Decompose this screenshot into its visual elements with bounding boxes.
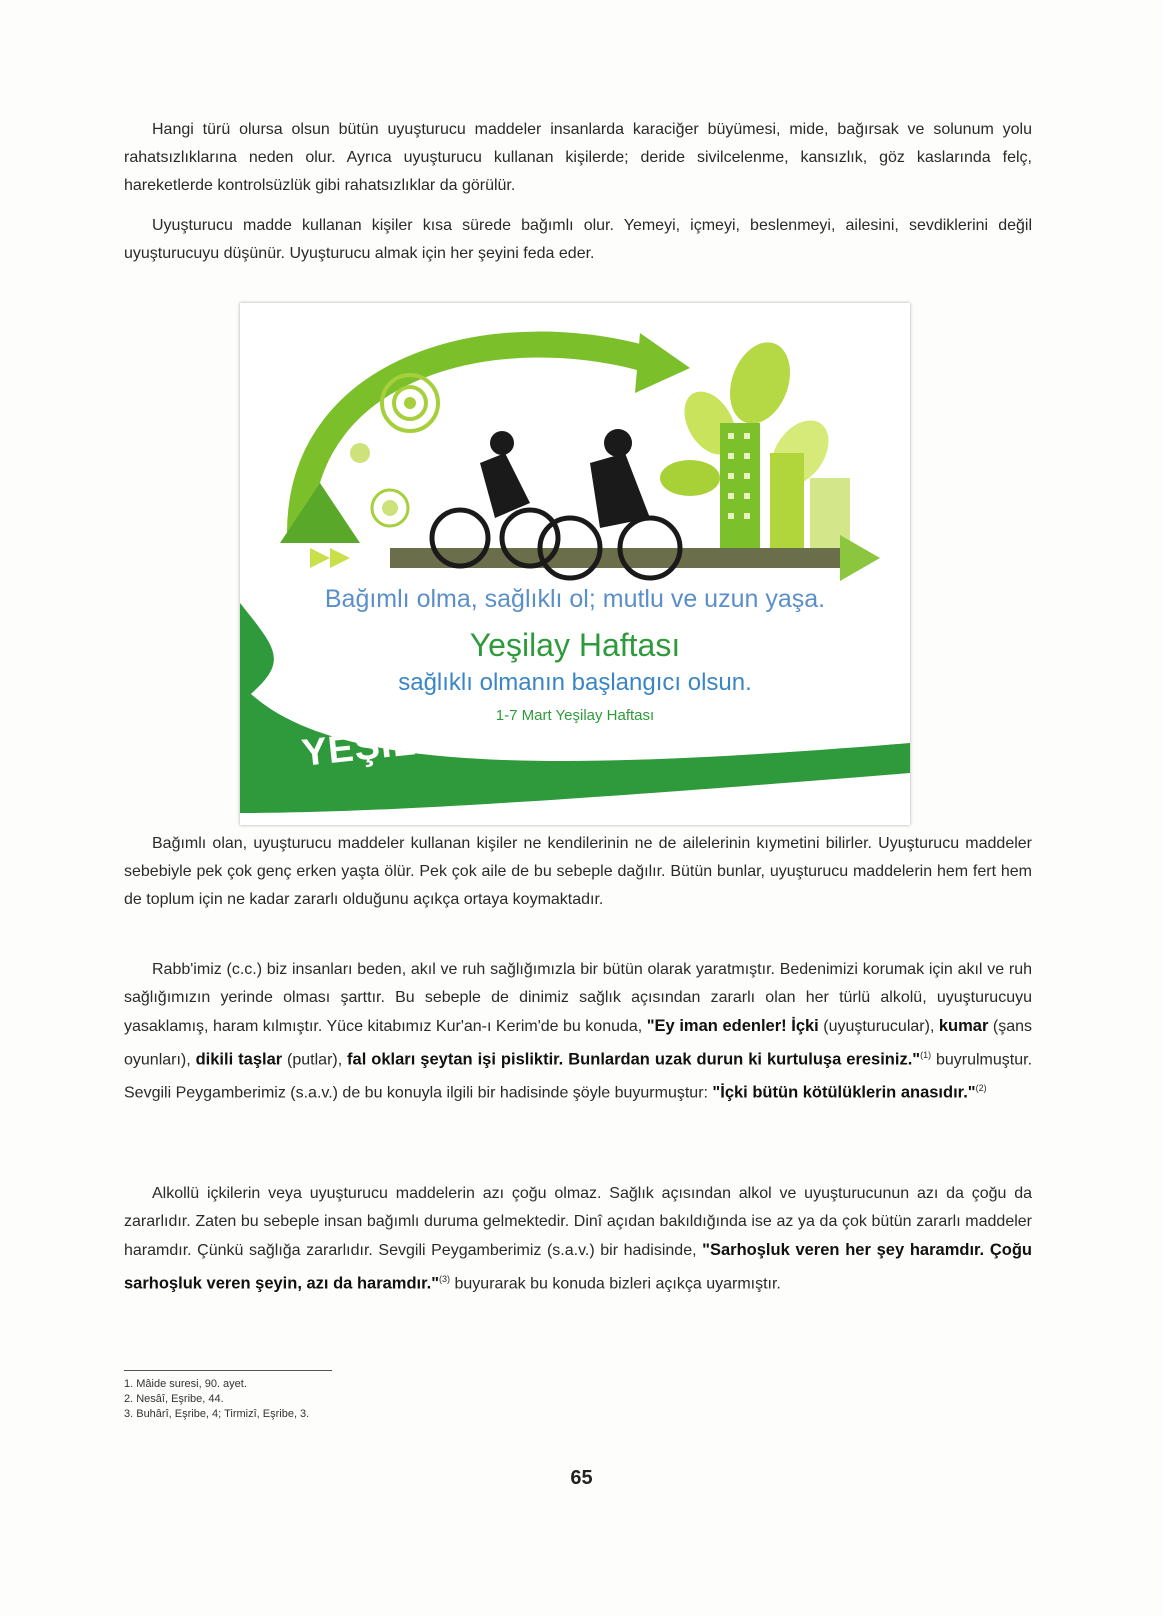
paragraph-hadith [124,1180,1032,1298]
p4-bold-3: dikili taşlar [195,1050,283,1069]
p4-bold-1: "Ey iman edenler! İçki [646,1017,819,1035]
p4-text-c1: (uyuşturucular), [818,1018,939,1035]
poster-date-line: 1-7 Mart Yeşilay Haftası [495,707,655,724]
page-number: 65 [570,1467,593,1489]
footnote-ref-3: (3) [439,1274,451,1284]
p4-bold-2: kumar [938,1017,989,1035]
footnote-1: 1. Mâide suresi, 90. ayet. [124,1378,247,1390]
p4-text-c4: buyrulmuştur. Sevgili Peygamberimiz (s.a.v.) de bu konuyla ilgili bir hadisinde şöyle buyurmuştur: [124,1051,1033,1102]
footnote-2: 2. Nesâî, Eşribe, 44. [124,1393,224,1405]
p4-bold-4: fal okları şeytan işi pisliktir. Bunlardan uzak durun ki kurtuluşa eresiniz." [347,1050,921,1069]
footnote-ref-1: (1) [920,1050,932,1060]
p5-text-a: Alkollü içkilerin veya uyuşturucu maddelerin azı çoğu olmaz. Sağlık açısından alkol ve uyuşturucunun azı da çoğu da zararlıdır. Zaten bu sebeple insan bağımlı duruma gelmektedir. Dinî açıdan bakıldığında ise az ya da çok bütün zararlı maddeler haramdır. Çünkü sağlığa zararlıdır. Sevgili Peygamberimiz (s.a.v.) bir hadisinde, [124,1185,1032,1259]
yesilay-poster [240,303,910,825]
yesilay-logo-text: YEŞİLAY [299,715,470,775]
footnotes [124,1377,309,1422]
poster-subtitle: sağlıklı olmanın başlangıcı olsun. [398,669,752,696]
footnote-ref-2: (2) [975,1083,987,1094]
paragraph-addiction: Uyuşturucu madde kullanan kişiler kısa sürede bağımlı olur. Yemeyi, içmeyi, beslenmeyi, ailesini, sevdiklerini değil uyuşturucuyu düşünür. Uyuşturucu almak için her şeyini feda eder. [124,217,1032,262]
p4-text-c2: (şans oyunları), [124,1018,1032,1069]
p4-text-c3: (putlar), [282,1051,348,1069]
footnote-divider [124,1370,332,1371]
footnote-3: 3. Buhârî, Eşribe, 4; Tirmizî, Eşribe, 3. [124,1408,310,1420]
poster-title: Yeşilay Haftası [469,627,681,663]
p4-text-a: Rabb'imiz (c.c.) biz insanları beden, akıl ve ruh sağlığımızla bir bütün olarak yaratmıştır. Bedenimizi korumak için akıl ve ruh sağlığımızın yerinde olması şarttır. Bu sebeple de dinimiz sağlık açısından zararlı olan her türlü alkolü, uyuşturucuyu yasaklamış, haram kılmıştır. Yüce kitabımız Kur'an-ı Kerim'de bu konuda, [124,961,1032,1035]
paragraph-quran-verse [124,956,1032,1108]
p5-bold: "Sarhoşluk veren her şey haramdır. Çoğu sarhoşluk veren şeyin, azı da haramdır." [124,1241,1032,1293]
p5-text-c: buyurarak bu konuda bizleri açıkça uyarmıştır. [450,1275,781,1293]
paragraph-health-effects: Hangi türü olursa olsun bütün uyuşturucu maddeler insanlarda karaciğer büyümesi, mide, bağırsak ve solunum yolu rahatsızlıklarına neden olur. Ayrıca uyuşturucu kullanan kişilerde; deride sivilcelenme, kansızlık, göz kaslarında felç, hareketlerde kontrolsüzlük gibi rahatsızlıklar da görülür. [124,121,1032,194]
building-icon [720,423,760,553]
poster-slogan: Bağımlı olma, sağlıklı ol; mutlu ve uzun yaşa. [324,585,826,613]
p4-bold-5: "İçki bütün kötülüklerin anasıdır." [712,1083,976,1102]
paragraph-consequences: Bağımlı olan, uyuşturucu maddeler kullanan kişiler ne kendilerinin ne de ailelerinin kıymetini bilirler. Uyuşturucu maddeler sebebiyle pek çok genç erken yaşta ölür. Pek çok aile de bu sebeple dağılır. Bütün bunlar, uyuşturucu maddelerin hem fert hem de toplum için ne kadar zararlı olduğunu açıkça ortaya koymaktadır. [124,835,1032,908]
